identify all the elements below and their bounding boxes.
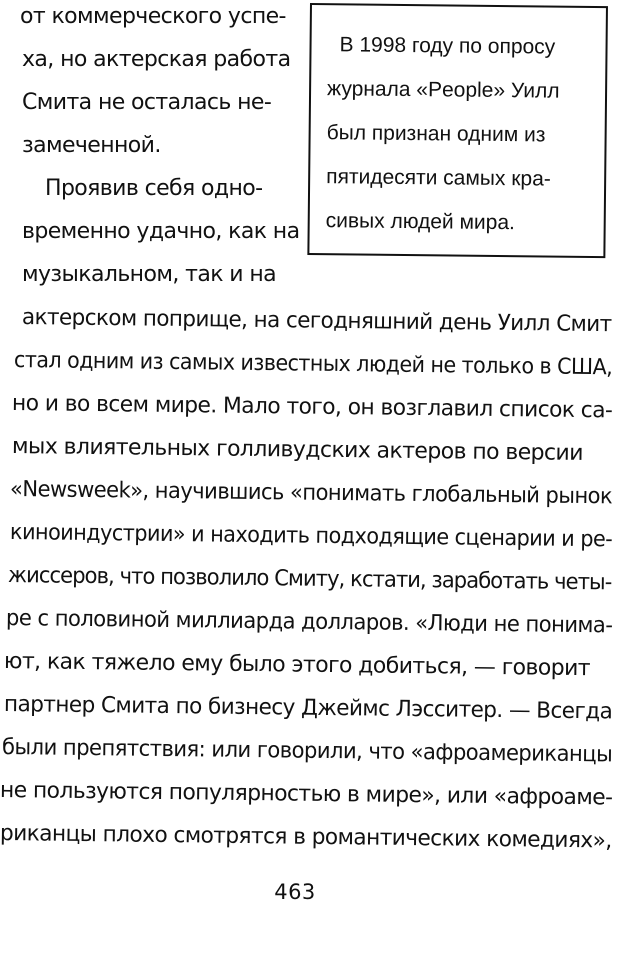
- body-line: риканцы плохо смотрятся в романтических комедиях»,: [0, 821, 612, 854]
- page-number: 463: [274, 880, 316, 904]
- body-line: партнер Смита по бизнесу Джеймс Лэсситер. — Всегда: [3, 692, 613, 725]
- body-line: ют, как тяжело ему было этого добиться, — говорит: [3, 649, 591, 682]
- sidebar-line: В 1998 году по опросу: [339, 33, 556, 59]
- body-line: стал одним из самых известных людей не только в США,: [13, 348, 613, 381]
- body-line: от коммерческого успе-: [20, 4, 286, 29]
- body-line: музыкальном, так и на: [22, 262, 277, 287]
- body-line: актерском поприще, на сегодняшний день Уилл Смит: [21, 305, 612, 338]
- body-line: мых влиятельных голливудских актеров по версии: [11, 434, 584, 466]
- sidebar-line: пятидесяти самых кра-: [326, 165, 551, 191]
- sidebar-line: был признан одним из: [326, 121, 546, 147]
- body-line: киноиндустрии» и находить подходящие сценарии и ре-: [9, 520, 613, 553]
- body-line: жиссеров, что позволило Смиту, кстати, заработать четы-: [7, 563, 612, 596]
- body-line: Смита не осталась не-: [22, 90, 272, 115]
- sidebar-line: сивых людей мира.: [325, 209, 516, 235]
- body-line: «Newsweek», научившись «понимать глобальный рынок: [9, 477, 613, 510]
- body-line: были препятствия: или говорили, что «афроамериканцы: [1, 735, 613, 768]
- body-line: не пользуются популярностью в мире», или «афроаме-: [0, 778, 613, 811]
- sidebar-line: журнала «People» Уилл: [326, 77, 560, 103]
- body-line: замеченной.: [22, 133, 161, 158]
- body-line: но и во всем мире. Мало того, он возглавил список са-: [11, 391, 613, 424]
- body-line: Проявив себя одно-: [45, 176, 263, 201]
- body-line: ре с половиной миллиарда долларов. «Люди не понима-: [5, 606, 613, 639]
- body-line: ха, но актерская работа: [22, 47, 291, 72]
- body-line: временно удачно, как на: [22, 219, 300, 244]
- sidebar-box: [307, 3, 608, 258]
